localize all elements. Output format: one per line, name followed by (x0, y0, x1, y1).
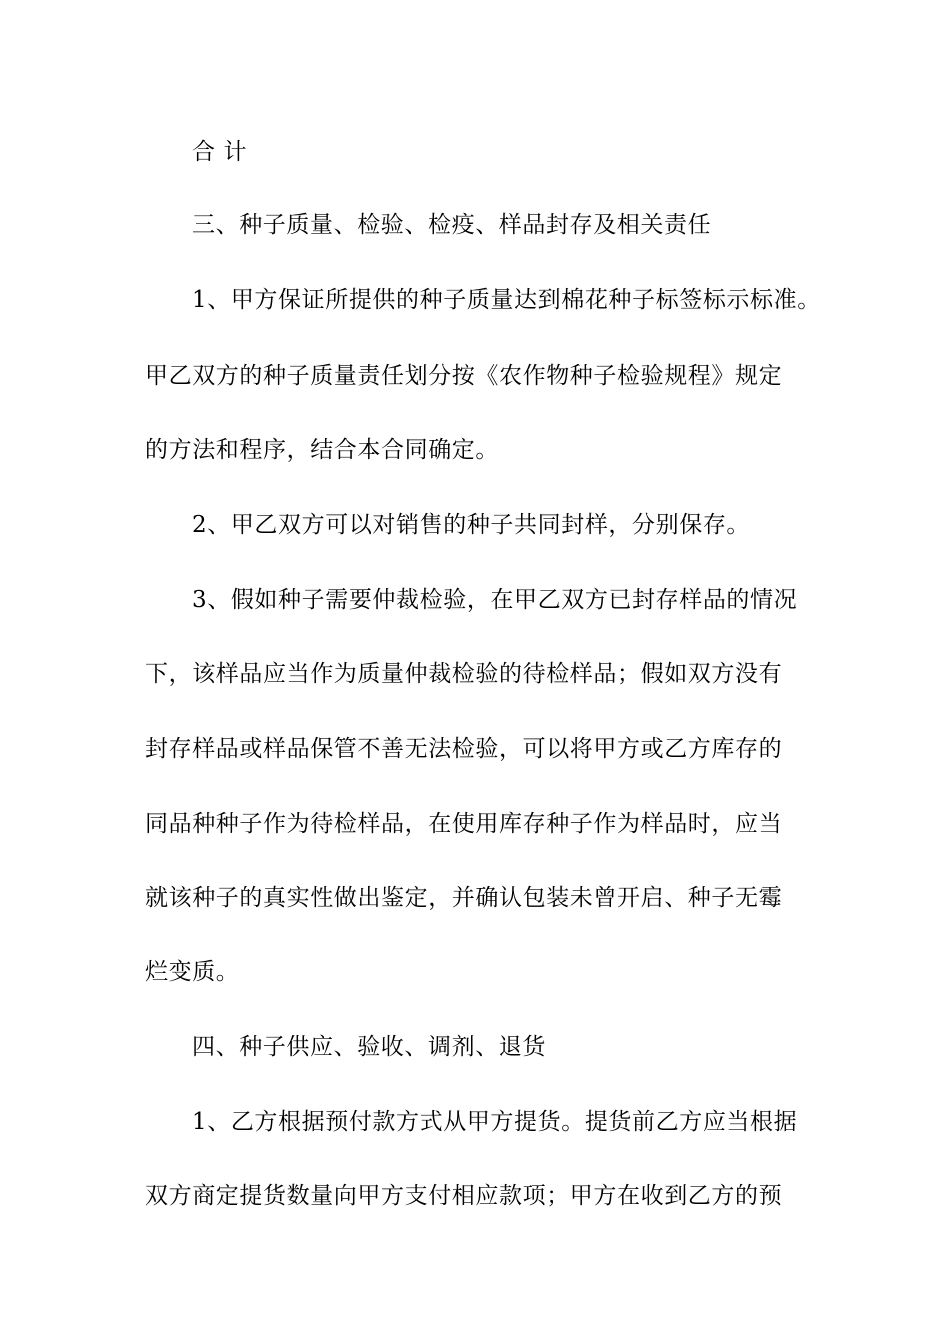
paragraph-line: 的方法和程序，结合本合同确定。 (145, 437, 499, 463)
total-label: 合 计 (192, 139, 248, 165)
paragraph-line: 1、甲方保证所提供的种子质量达到棉花种子标签标示标准。 (192, 287, 821, 313)
paragraph-line: 封存样品或样品保管不善无法检验，可以将甲方或乙方库存的 (145, 736, 783, 762)
paragraph-line: 就该种子的真实性做出鉴定，并确认包装未曾开启、种子无霉 (145, 885, 783, 911)
paragraph-line: 1、乙方根据预付款方式从甲方提货。提货前乙方应当根据 (192, 1109, 798, 1135)
paragraph-line: 2、甲乙双方可以对销售的种子共同封样，分别保存。 (192, 512, 751, 538)
section-heading-supply: 四、种子供应、验收、调剂、退货 (192, 1034, 546, 1060)
paragraph-line: 下，该样品应当作为质量仲裁检验的待检样品；假如双方没有 (145, 661, 783, 687)
paragraph-line: 3、假如种子需要仲裁检验，在甲乙双方已封存样品的情况 (192, 587, 798, 613)
paragraph-line: 烂变质。 (145, 959, 240, 985)
paragraph-line: 同品种种子作为待检样品，在使用库存种子作为样品时，应当 (145, 811, 783, 837)
section-heading-quality: 三、种子质量、检验、检疫、样品封存及相关责任 (192, 212, 712, 238)
paragraph-line: 甲乙双方的种子质量责任划分按《农作物种子检验规程》规定 (145, 363, 783, 389)
paragraph-line: 双方商定提货数量向甲方支付相应款项；甲方在收到乙方的预 (145, 1183, 783, 1209)
